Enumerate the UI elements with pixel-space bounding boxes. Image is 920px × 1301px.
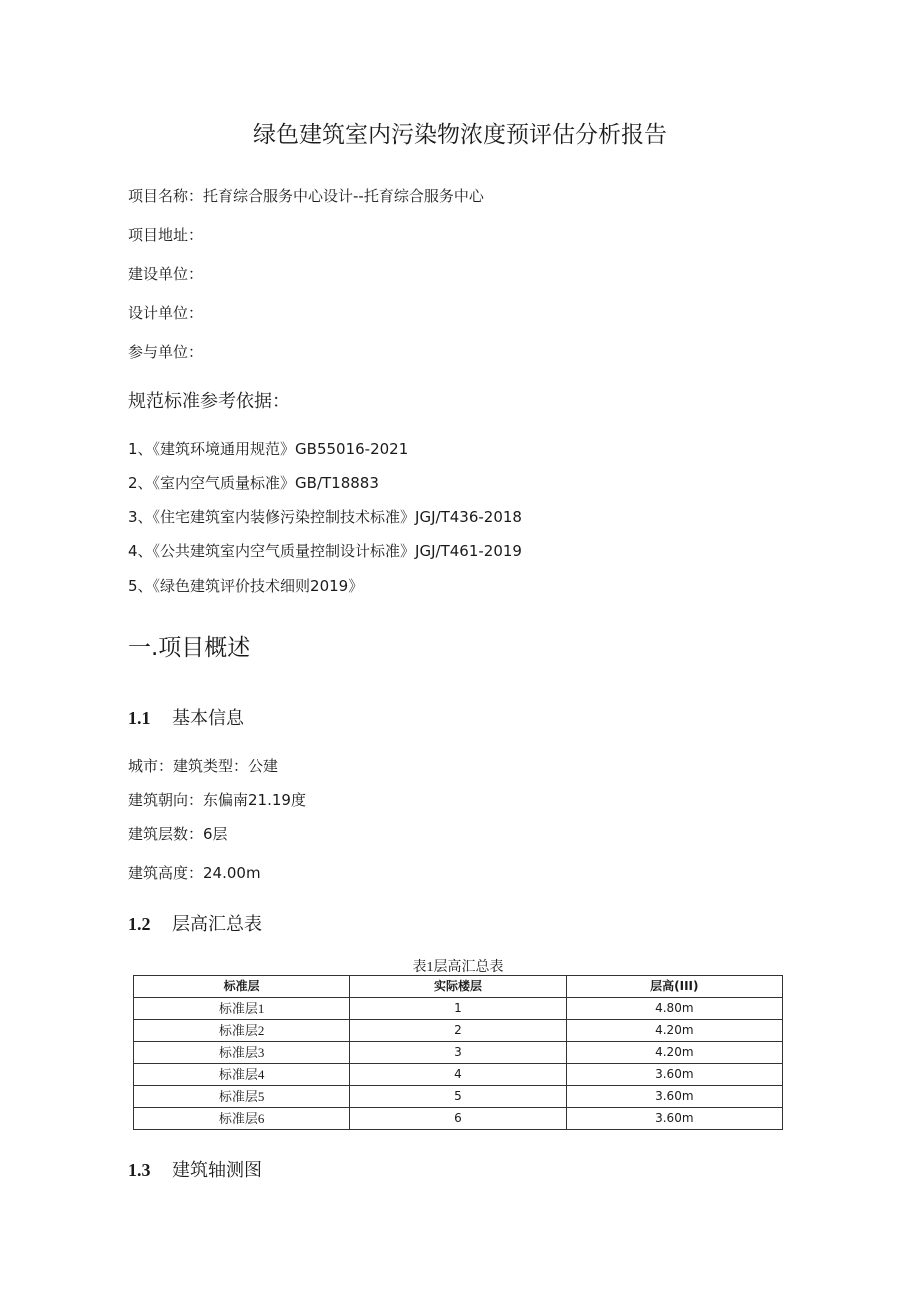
participant-unit: 参与单位：: [128, 343, 204, 361]
info-orientation: 建筑朝向：东偏南21.19度: [128, 791, 306, 809]
cell-standard-floor: 标准层3: [134, 1042, 350, 1064]
cell-actual-floor: 2: [350, 1020, 566, 1042]
cell-floor-height: 3.60m: [566, 1064, 782, 1086]
project-name: 项目名称：托育综合服务中心设计--托育综合服务中心: [128, 187, 484, 205]
cell-standard-floor: 标准层1: [134, 998, 350, 1020]
cell-actual-floor: 1: [350, 998, 566, 1020]
subsection-axonometric: [128, 1156, 262, 1182]
cell-standard-floor: 标准层4: [134, 1064, 350, 1086]
reference-item: 4、《公共建筑室内空气质量控制设计标准》JGJ/T461-2019: [128, 542, 522, 560]
report-title: 绿色建筑室内污染物浓度预评估分析报告: [253, 122, 667, 148]
section-heading-overview: 一.项目概述: [128, 635, 251, 661]
table-row: [134, 1086, 783, 1108]
floor-height-table: [133, 975, 783, 1130]
table-row: [134, 1042, 783, 1064]
subsection-number: 1.2: [128, 914, 151, 934]
subsection-title: 层高汇总表: [172, 914, 262, 935]
subsection-title: 基本信息: [172, 708, 244, 729]
table-caption: 表1层高汇总表: [412, 960, 504, 975]
info-height: 建筑高度：24.00m: [128, 864, 261, 882]
cell-floor-height: 4.20m: [566, 1042, 782, 1064]
cell-actual-floor: 4: [350, 1064, 566, 1086]
table-row: [134, 1064, 783, 1086]
subsection-title: 建筑轴测图: [172, 1160, 262, 1181]
cell-actual-floor: 3: [350, 1042, 566, 1064]
cell-standard-floor: 标准层5: [134, 1086, 350, 1108]
reference-item: 2、《室内空气质量标准》GB/T18883: [128, 474, 379, 492]
design-unit: 设计单位：: [128, 304, 204, 322]
info-floors: 建筑层数：6层: [128, 825, 228, 843]
table-row: [134, 998, 783, 1020]
cell-actual-floor: 6: [350, 1108, 566, 1130]
subsection-floor-heights: [128, 910, 262, 936]
reference-item: 3、《住宅建筑室内装修污染控制技术标准》JGJ/T436-2018: [128, 508, 522, 526]
subsection-basic-info: [128, 704, 244, 730]
reference-item: 1、《建筑环境通用规范》GB55016-2021: [128, 440, 409, 458]
reference-item: 5、《绿色建筑评价技术细则2019》: [128, 577, 364, 595]
subsection-number: 1.3: [128, 1160, 151, 1180]
project-address: 项目地址：: [128, 226, 204, 244]
subsection-number: 1.1: [128, 708, 151, 728]
table-header-row: [134, 976, 783, 998]
table-row: [134, 1108, 783, 1130]
references-heading: 规范标准参考依据：: [128, 391, 290, 412]
cell-floor-height: 3.60m: [566, 1108, 782, 1130]
cell-floor-height: 4.20m: [566, 1020, 782, 1042]
table-row: [134, 1020, 783, 1042]
header-standard-floor: 标准层: [134, 976, 350, 998]
header-actual-floor: 实际楼层: [350, 976, 566, 998]
cell-floor-height: 4.80m: [566, 998, 782, 1020]
cell-actual-floor: 5: [350, 1086, 566, 1108]
info-city-type: 城市：建筑类型：公建: [128, 757, 279, 775]
cell-standard-floor: 标准层2: [134, 1020, 350, 1042]
header-floor-height: 层高(III): [566, 976, 782, 998]
cell-floor-height: 3.60m: [566, 1086, 782, 1108]
builder-unit: 建设单位：: [128, 265, 204, 283]
cell-standard-floor: 标准层6: [134, 1108, 350, 1130]
